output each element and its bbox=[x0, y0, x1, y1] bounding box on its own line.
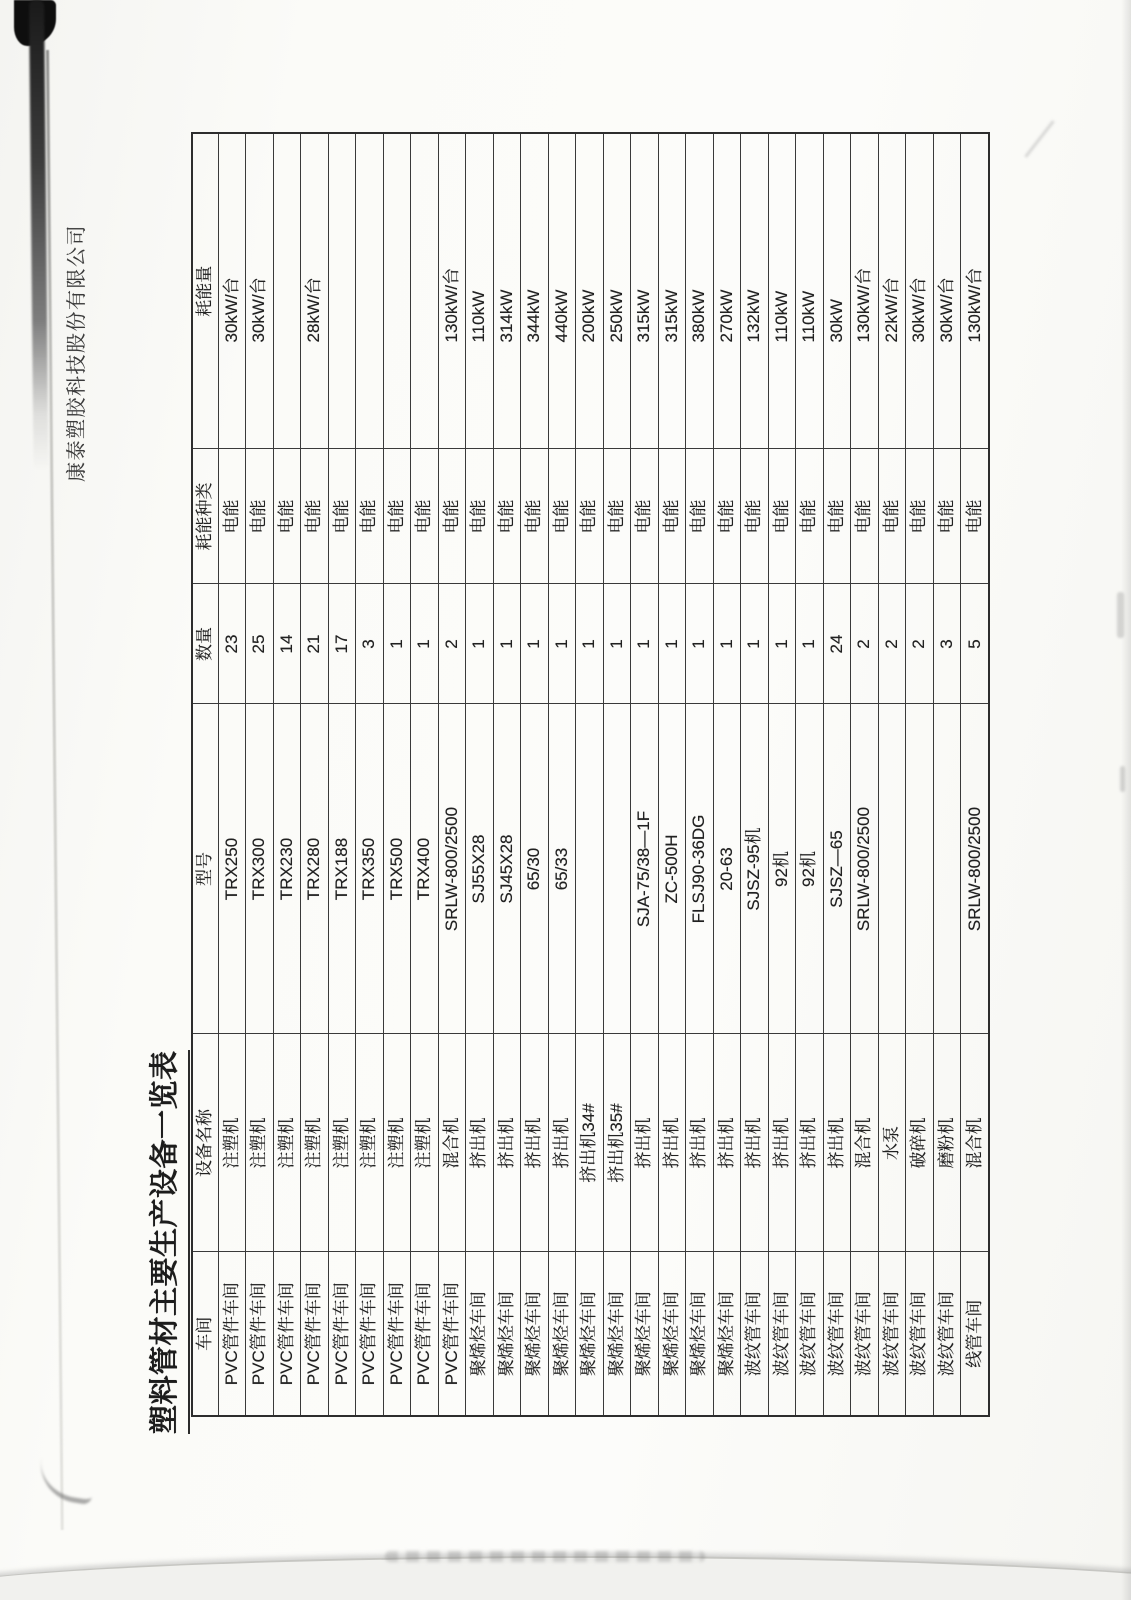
header-cell: 数量 bbox=[192, 584, 218, 704]
table-row bbox=[851, 133, 879, 1416]
table-cell: 1 bbox=[658, 584, 686, 704]
table-cell: 电能 bbox=[603, 449, 631, 584]
table-cell: 电能 bbox=[713, 449, 741, 584]
table-cell: 1 bbox=[466, 584, 494, 704]
table-cell: 混合机 bbox=[438, 1034, 466, 1252]
table-cell: 电能 bbox=[906, 449, 934, 584]
table-cell: 1 bbox=[411, 584, 439, 704]
table-cell: 电能 bbox=[878, 449, 906, 584]
table-row bbox=[493, 133, 521, 1416]
table-row bbox=[603, 133, 631, 1416]
table-cell: 挤出机 bbox=[768, 1034, 796, 1252]
table-cell: 电能 bbox=[493, 449, 521, 584]
table-cell: 270kW bbox=[713, 133, 741, 449]
table-cell: 波纹管车间 bbox=[906, 1252, 934, 1416]
table-row bbox=[961, 133, 990, 1416]
table-cell: 30kW/台 bbox=[246, 133, 274, 449]
table-cell: 380kW bbox=[686, 133, 714, 449]
table-row bbox=[273, 133, 301, 1416]
table-cell: 电能 bbox=[273, 449, 301, 584]
table-cell: PVC管件车间 bbox=[328, 1252, 356, 1416]
table-row bbox=[466, 133, 494, 1416]
table-cell: 20-63 bbox=[713, 704, 741, 1034]
table-cell: 1 bbox=[548, 584, 576, 704]
table-cell: 波纹管车间 bbox=[741, 1252, 769, 1416]
table-cell: 聚烯烃车间 bbox=[466, 1252, 494, 1416]
table-cell: 电能 bbox=[218, 449, 246, 584]
table-cell: 电能 bbox=[851, 449, 879, 584]
table-cell: 混合机 bbox=[851, 1034, 879, 1252]
table-cell bbox=[273, 133, 301, 449]
page-title: 塑料管材主要生产设备一览表 bbox=[142, 1050, 190, 1434]
table-cell: 2 bbox=[851, 584, 879, 704]
table-cell: 130kW/台 bbox=[438, 133, 466, 449]
table-cell: 电能 bbox=[768, 449, 796, 584]
table-cell: TRX400 bbox=[411, 704, 439, 1034]
table-row bbox=[933, 133, 961, 1416]
table-cell: 电能 bbox=[686, 449, 714, 584]
table-cell: 注塑机 bbox=[411, 1034, 439, 1252]
table-cell: TRX250 bbox=[218, 704, 246, 1034]
table-cell: 电能 bbox=[246, 449, 274, 584]
table-cell: 1 bbox=[493, 584, 521, 704]
table-cell: 破碎机 bbox=[906, 1034, 934, 1252]
table-cell: 波纹管车间 bbox=[851, 1252, 879, 1416]
table-row bbox=[548, 133, 576, 1416]
table-cell: 315kW bbox=[631, 133, 659, 449]
table-cell: 电能 bbox=[383, 449, 411, 584]
table-row bbox=[768, 133, 796, 1416]
table-cell: 波纹管车间 bbox=[768, 1252, 796, 1416]
table-cell: 28kW/台 bbox=[301, 133, 329, 449]
table-cell: 聚烯烃车间 bbox=[603, 1252, 631, 1416]
table-cell: 聚烯烃车间 bbox=[658, 1252, 686, 1416]
table-cell: 电能 bbox=[548, 449, 576, 584]
table-cell: 65/30 bbox=[521, 704, 549, 1034]
table-cell: 注塑机 bbox=[218, 1034, 246, 1252]
table-cell: SJSZ—65 bbox=[823, 704, 851, 1034]
table-cell: 2 bbox=[906, 584, 934, 704]
table-cell: 电能 bbox=[301, 449, 329, 584]
equipment-table-wrap bbox=[191, 132, 990, 1417]
table-cell bbox=[906, 704, 934, 1034]
table-row bbox=[383, 133, 411, 1416]
table-cell: 挤出机 bbox=[823, 1034, 851, 1252]
table-cell: 电能 bbox=[933, 449, 961, 584]
table-cell: ZC-500H bbox=[658, 704, 686, 1034]
table-cell: PVC管件车间 bbox=[273, 1252, 301, 1416]
table-cell: 线管车间 bbox=[961, 1252, 990, 1416]
table-cell: 电能 bbox=[328, 449, 356, 584]
table-cell: 电能 bbox=[576, 449, 604, 584]
table-cell bbox=[328, 133, 356, 449]
table-cell: 200kW bbox=[576, 133, 604, 449]
table-cell: 3 bbox=[933, 584, 961, 704]
table-cell: SRLW-800/2500 bbox=[438, 704, 466, 1034]
table-cell: 挤出机 bbox=[686, 1034, 714, 1252]
table-cell: 314kW bbox=[493, 133, 521, 449]
table-cell: 电能 bbox=[796, 449, 824, 584]
table-cell: 30kW/台 bbox=[933, 133, 961, 449]
table-cell: 电能 bbox=[741, 449, 769, 584]
table-row bbox=[796, 133, 824, 1416]
table-row bbox=[576, 133, 604, 1416]
table-cell: 1 bbox=[576, 584, 604, 704]
table-cell: 440kW bbox=[548, 133, 576, 449]
table-cell: 30kW bbox=[823, 133, 851, 449]
table-cell: 2 bbox=[878, 584, 906, 704]
table-cell: 聚烯烃车间 bbox=[686, 1252, 714, 1416]
table-cell: 聚烯烃车间 bbox=[548, 1252, 576, 1416]
table-cell: 23 bbox=[218, 584, 246, 704]
table-cell: 电能 bbox=[411, 449, 439, 584]
table-row bbox=[356, 133, 384, 1416]
table-cell: 1 bbox=[521, 584, 549, 704]
table-cell: 磨粉机 bbox=[933, 1034, 961, 1252]
table-cell: 注塑机 bbox=[246, 1034, 274, 1252]
table-cell bbox=[383, 133, 411, 449]
table-cell: 波纹管车间 bbox=[796, 1252, 824, 1416]
table-cell: 电能 bbox=[466, 449, 494, 584]
header-cell: 型号 bbox=[192, 704, 218, 1034]
table-row bbox=[686, 133, 714, 1416]
table-row bbox=[741, 133, 769, 1416]
table-cell: 挤出机 bbox=[796, 1034, 824, 1252]
table-cell: 电能 bbox=[961, 449, 990, 584]
table-cell: 92机 bbox=[768, 704, 796, 1034]
table-cell: 电能 bbox=[631, 449, 659, 584]
table-cell: 挤出机 bbox=[466, 1034, 494, 1252]
table-cell: 130kW/台 bbox=[961, 133, 990, 449]
table-cell: 挤出机34# bbox=[576, 1034, 604, 1252]
table-cell bbox=[933, 704, 961, 1034]
table-cell: 注塑机 bbox=[301, 1034, 329, 1252]
table-cell bbox=[411, 133, 439, 449]
table-cell: 25 bbox=[246, 584, 274, 704]
table-cell: 1 bbox=[713, 584, 741, 704]
table-cell: TRX500 bbox=[383, 704, 411, 1034]
table-cell: 24 bbox=[823, 584, 851, 704]
table-cell bbox=[576, 704, 604, 1034]
table-cell: 注塑机 bbox=[356, 1034, 384, 1252]
equipment-table bbox=[191, 132, 990, 1417]
table-row bbox=[438, 133, 466, 1416]
table-row bbox=[713, 133, 741, 1416]
table-cell: 344kW bbox=[521, 133, 549, 449]
table-cell: 电能 bbox=[438, 449, 466, 584]
table-cell: 1 bbox=[796, 584, 824, 704]
table-cell: 注塑机 bbox=[328, 1034, 356, 1252]
table-cell: 1 bbox=[383, 584, 411, 704]
table-row bbox=[218, 133, 246, 1416]
table-cell: 挤出机35# bbox=[603, 1034, 631, 1252]
table-cell bbox=[356, 133, 384, 449]
table-cell: 315kW bbox=[658, 133, 686, 449]
table-cell: 92机 bbox=[796, 704, 824, 1034]
table-cell: 水泵 bbox=[878, 1034, 906, 1252]
table-cell: 电能 bbox=[823, 449, 851, 584]
table-cell: PVC管件车间 bbox=[301, 1252, 329, 1416]
table-row bbox=[631, 133, 659, 1416]
table-cell: 5 bbox=[961, 584, 990, 704]
table-row bbox=[521, 133, 549, 1416]
table-cell: 130kW/台 bbox=[851, 133, 879, 449]
table-cell: 1 bbox=[741, 584, 769, 704]
table-row bbox=[823, 133, 851, 1416]
table-cell: 聚烯烃车间 bbox=[521, 1252, 549, 1416]
table-cell: 17 bbox=[328, 584, 356, 704]
header-cell: 耗能量 bbox=[192, 133, 218, 449]
table-cell: PVC管件车间 bbox=[411, 1252, 439, 1416]
table-cell: 1 bbox=[603, 584, 631, 704]
table-cell: 注塑机 bbox=[273, 1034, 301, 1252]
table-cell: 挤出机 bbox=[521, 1034, 549, 1252]
table-cell: TRX350 bbox=[356, 704, 384, 1034]
table-cell: TRX300 bbox=[246, 704, 274, 1034]
table-cell: 挤出机 bbox=[741, 1034, 769, 1252]
table-cell: 波纹管车间 bbox=[878, 1252, 906, 1416]
table-cell: 110kW bbox=[466, 133, 494, 449]
table-cell: 14 bbox=[273, 584, 301, 704]
table-row bbox=[328, 133, 356, 1416]
table-cell: SJA-75/38—1F bbox=[631, 704, 659, 1034]
scanner-right-edge bbox=[1121, 0, 1131, 1600]
table-cell: SJ45X28 bbox=[493, 704, 521, 1034]
table-header-row bbox=[192, 133, 218, 1416]
table-cell: SJ55X28 bbox=[466, 704, 494, 1034]
table-row bbox=[246, 133, 274, 1416]
table-cell: 1 bbox=[768, 584, 796, 704]
table-cell: 波纹管车间 bbox=[933, 1252, 961, 1416]
table-cell: PVC管件车间 bbox=[383, 1252, 411, 1416]
table-row bbox=[411, 133, 439, 1416]
table-cell: SJSZ-95机 bbox=[741, 704, 769, 1034]
header-cell: 车间 bbox=[192, 1252, 218, 1416]
table-cell: 21 bbox=[301, 584, 329, 704]
table-cell: 电能 bbox=[521, 449, 549, 584]
table-cell: 电能 bbox=[356, 449, 384, 584]
table-cell: 聚烯烃车间 bbox=[631, 1252, 659, 1416]
table-cell: 挤出机 bbox=[493, 1034, 521, 1252]
table-cell: 混合机 bbox=[961, 1034, 990, 1252]
table-cell: 3 bbox=[356, 584, 384, 704]
table-cell: TRX230 bbox=[273, 704, 301, 1034]
table-cell: 22kW/台 bbox=[878, 133, 906, 449]
table-cell: 聚烯烃车间 bbox=[493, 1252, 521, 1416]
table-cell: 132kW bbox=[741, 133, 769, 449]
table-cell: SRLW-800/2500 bbox=[961, 704, 990, 1034]
table-cell: 2 bbox=[438, 584, 466, 704]
table-cell: 250kW bbox=[603, 133, 631, 449]
table-cell: 110kW bbox=[796, 133, 824, 449]
table-row bbox=[301, 133, 329, 1416]
table-cell: 波纹管车间 bbox=[823, 1252, 851, 1416]
table-cell: 挤出机 bbox=[658, 1034, 686, 1252]
table-cell: 30kW/台 bbox=[906, 133, 934, 449]
table-cell: 30kW/台 bbox=[218, 133, 246, 449]
table-cell: 65/33 bbox=[548, 704, 576, 1034]
table-cell: 挤出机 bbox=[631, 1034, 659, 1252]
table-cell: TRX280 bbox=[301, 704, 329, 1034]
table-cell: 注塑机 bbox=[383, 1034, 411, 1252]
header-cell: 设备名称 bbox=[192, 1034, 218, 1252]
table-cell: 1 bbox=[686, 584, 714, 704]
table-cell: PVC管件车间 bbox=[246, 1252, 274, 1416]
table-cell: 挤出机 bbox=[548, 1034, 576, 1252]
ink-bleed-smear bbox=[385, 1551, 705, 1562]
table-cell: 聚烯烃车间 bbox=[713, 1252, 741, 1416]
table-row bbox=[906, 133, 934, 1416]
table-cell: 挤出机 bbox=[713, 1034, 741, 1252]
table-cell: PVC管件车间 bbox=[218, 1252, 246, 1416]
table-cell: PVC管件车间 bbox=[356, 1252, 384, 1416]
table-cell bbox=[878, 704, 906, 1034]
table-cell: 110kW bbox=[768, 133, 796, 449]
table-cell: TRX188 bbox=[328, 704, 356, 1034]
table-cell: 聚烯烃车间 bbox=[576, 1252, 604, 1416]
table-cell: 1 bbox=[631, 584, 659, 704]
table-cell: 电能 bbox=[658, 449, 686, 584]
header-cell: 耗能种类 bbox=[192, 449, 218, 584]
table-cell: SRLW-800/2500 bbox=[851, 704, 879, 1034]
table-cell: PVC管件车间 bbox=[438, 1252, 466, 1416]
table-row bbox=[658, 133, 686, 1416]
table-cell bbox=[603, 704, 631, 1034]
table-cell: FLSJ90-36DG bbox=[686, 704, 714, 1034]
table-row bbox=[878, 133, 906, 1416]
company-header: 康泰塑胶科技股份有限公司 bbox=[66, 224, 88, 482]
table-body bbox=[218, 133, 989, 1416]
